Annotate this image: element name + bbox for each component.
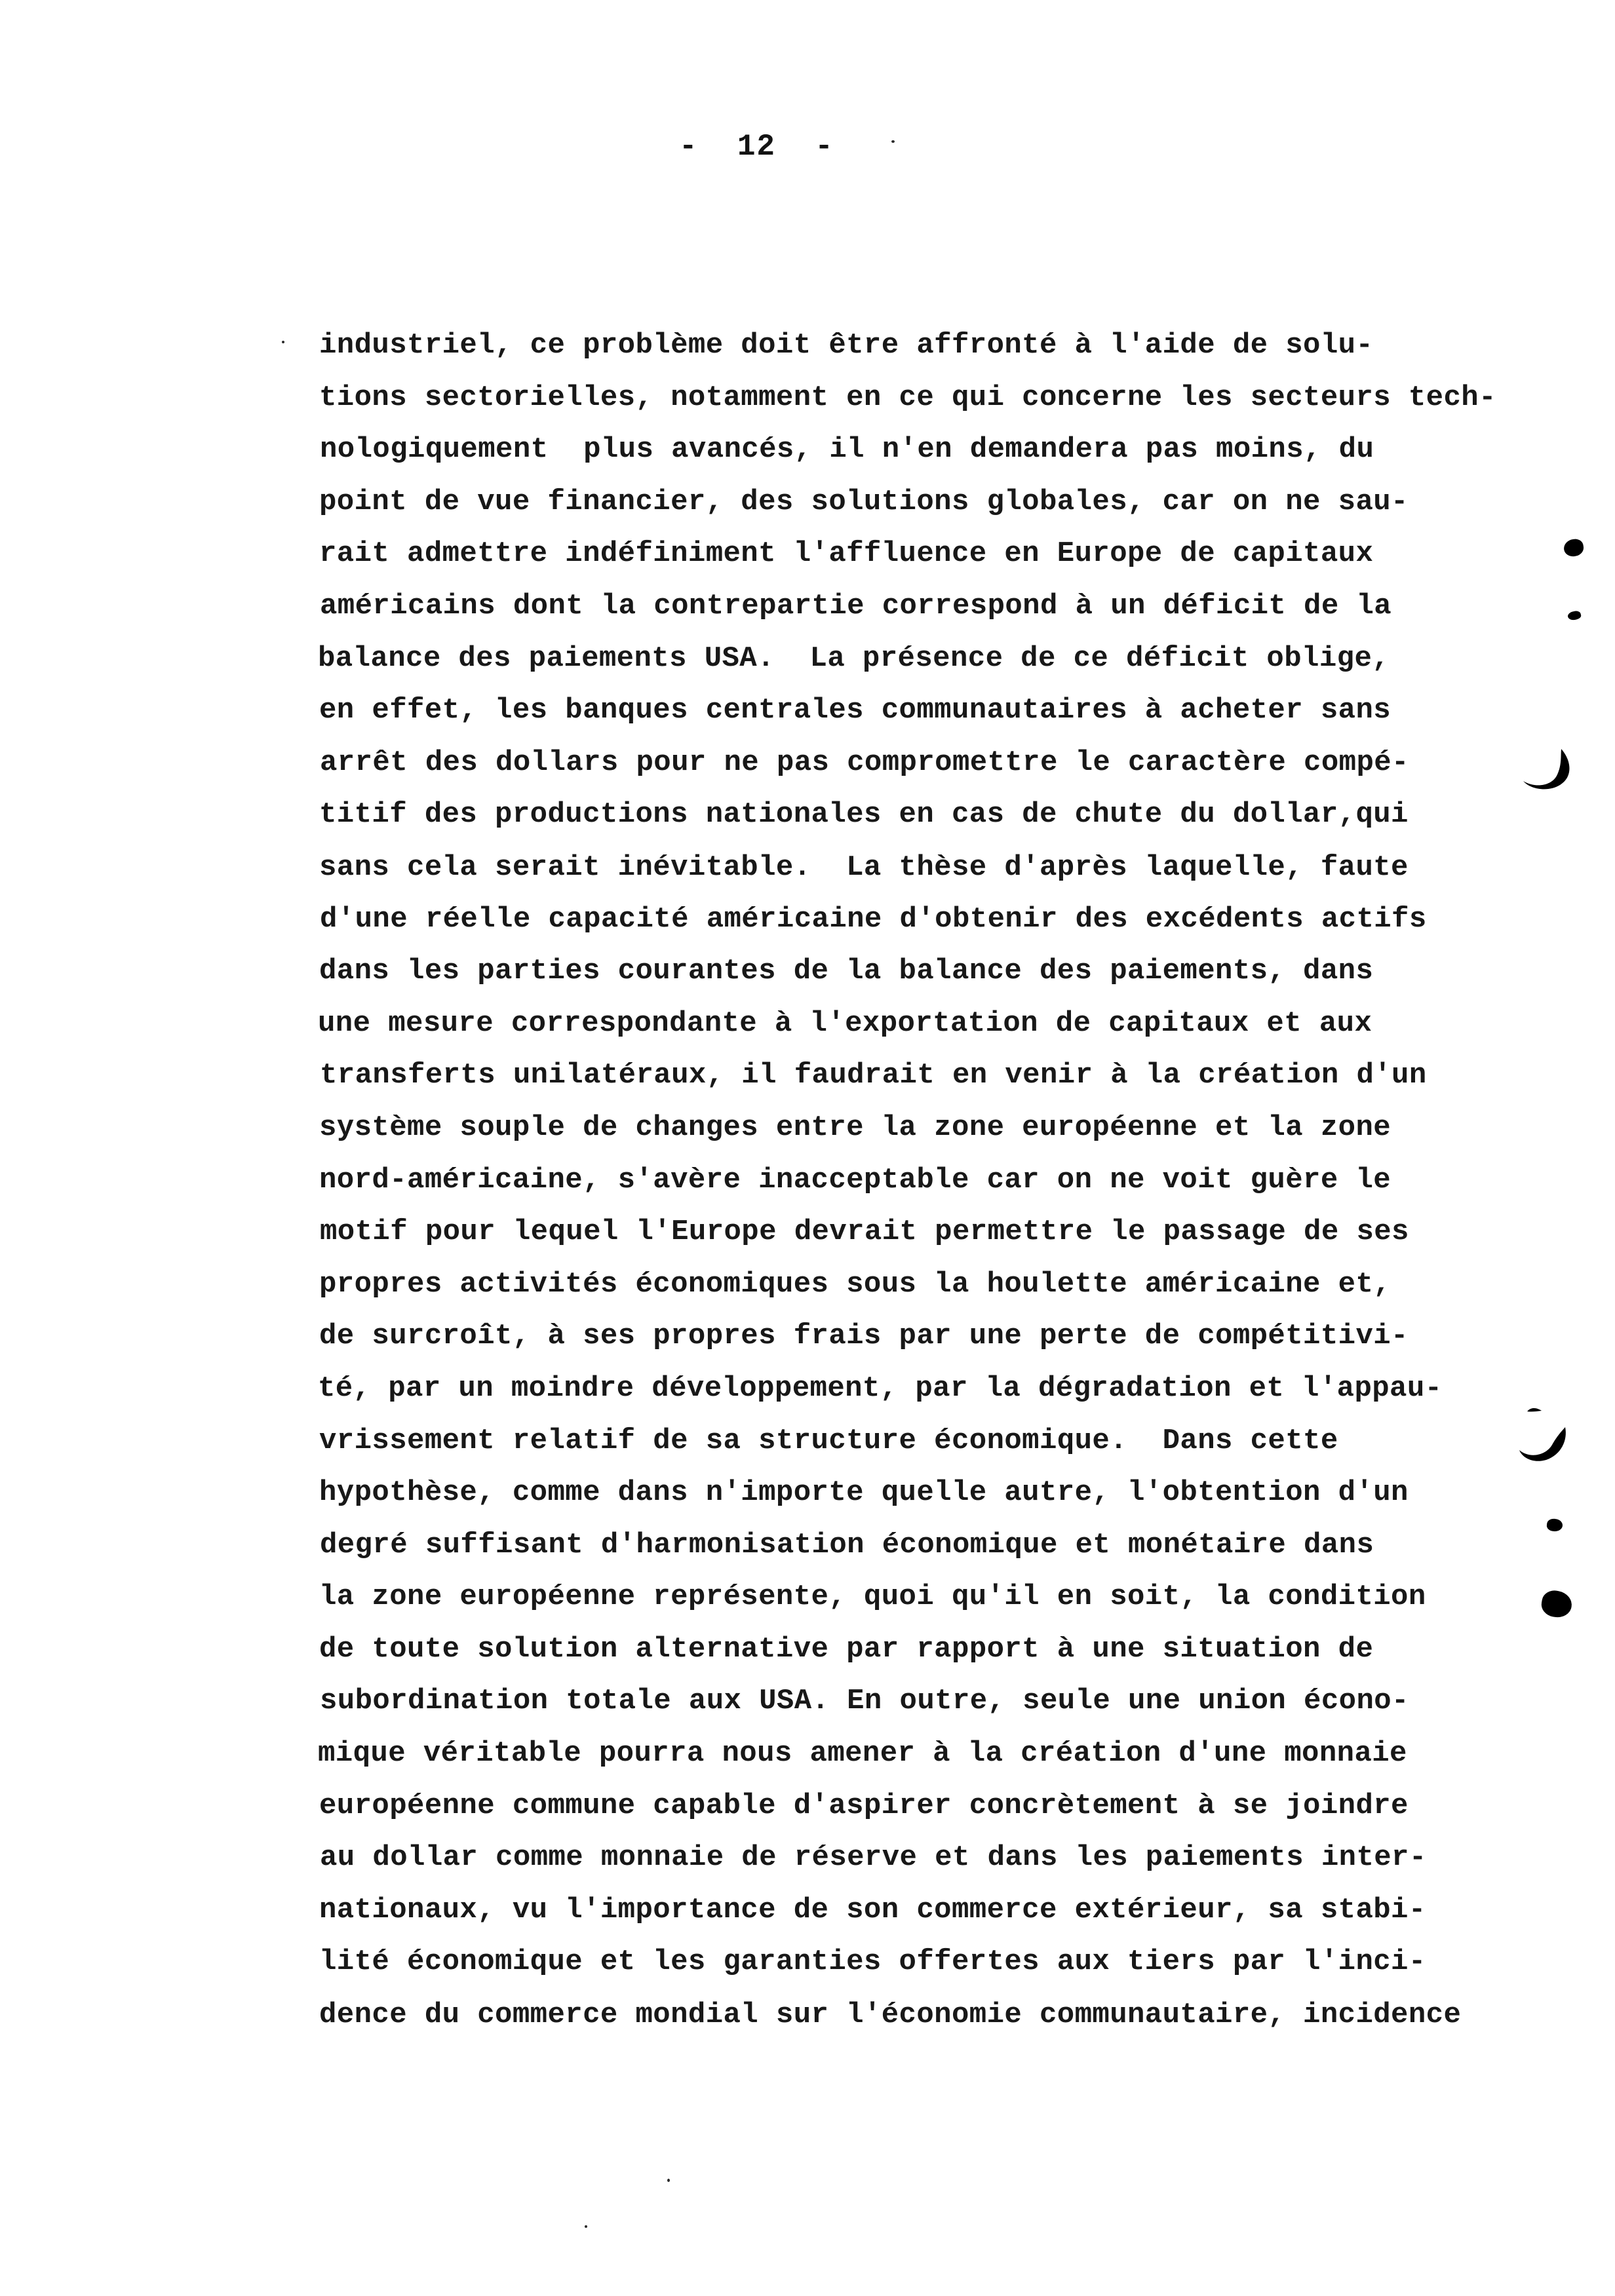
text-line: sans cela serait inévitable. La thèse d'après laquelle, faute [319, 851, 1409, 884]
small-ink-dot-mark [1546, 1518, 1563, 1532]
paper-speck [891, 140, 895, 143]
text-line: de surcroît, à ses propres frais par une perte de compétitivi- [319, 1320, 1409, 1353]
text-line: nord-américaine, s'avère inacceptable car on ne voit guère le [319, 1163, 1391, 1196]
text-line: titif des productions nationales en cas de chute du dollar,qui [319, 798, 1409, 832]
text-line: dans les parties courantes de la balance des paiements, dans [319, 955, 1374, 988]
text-line: balance des paiements USA. La présence de ce déficit oblige, [318, 641, 1390, 675]
text-line: mique véritable pourra nous amener à la création d'une monnaie [318, 1737, 1407, 1770]
text-line: de toute solution alternative par rapport à une situation de [319, 1632, 1374, 1666]
small-ink-dot-mark [1567, 610, 1582, 621]
text-line: la zone européenne représente, quoi qu'il en soit, la condition [319, 1580, 1426, 1614]
large-ink-blob-mark [1540, 1588, 1574, 1619]
paper-speck [282, 341, 284, 343]
text-line: point de vue financier, des solutions globales, car on ne sau- [319, 485, 1409, 518]
text-line: té, par un moindre développement, par la dégradation et l'appau- [318, 1371, 1443, 1405]
text-line: d'une réelle capacité américaine d'obtenir des excédents actifs [320, 902, 1427, 936]
text-line: transferts unilatéraux, il faudrait en venir à la création d'un [320, 1059, 1427, 1092]
text-line: degré suffisant d'harmonisation économique et monétaire dans [320, 1528, 1374, 1561]
text-line: dence du commerce mondial sur l'économie communautaire, incidence [319, 1999, 1462, 2031]
text-line: motif pour lequel l'Europe devrait permettre le passage de ses [320, 1215, 1409, 1249]
crescent-ink-mark [1521, 747, 1576, 795]
text-line: subordination totale aux USA. En outre, seule une union écono- [320, 1685, 1409, 1718]
text-line: européenne commune capable d'aspirer concrètement à se joindre [319, 1789, 1409, 1822]
text-line: nationaux, vu l'importance de son commerce extérieur, sa stabi- [319, 1893, 1426, 1926]
text-line: au dollar comme monnaie de réserve et dans les paiements inter- [320, 1841, 1427, 1875]
text-line: hypothèse, comme dans n'importe quelle autre, l'obtention d'un [319, 1476, 1409, 1510]
text-line: en effet, les banques centrales communautaires à acheter sans [319, 694, 1391, 727]
paper-speck [667, 2179, 670, 2182]
text-line: une mesure correspondante à l'exportation de capitaux et aux [318, 1006, 1372, 1040]
text-line: propres activités économiques sous la houlette américaine et, [319, 1267, 1391, 1301]
page-number: - 12 - [679, 130, 834, 164]
text-line: industriel, ce problème doit être affronté à l'aide de solu- [319, 329, 1374, 362]
text-line: lité économique et les garanties offertes aux tiers par l'inci- [319, 1945, 1426, 1979]
crescent-ink-mark-with-tick [1518, 1405, 1570, 1466]
text-line: américains dont la contrepartie correspond à un déficit de la [320, 589, 1392, 622]
body-text-block [319, 320, 1538, 2041]
text-line: tions sectorielles, notamment en ce qui concerne les secteurs tech- [319, 381, 1496, 414]
text-line: vrissement relatif de sa structure économique. Dans cette [319, 1425, 1338, 1458]
text-line: système souple de changes entre la zone européenne et la zone [319, 1111, 1391, 1144]
text-line: nologiquement plus avancés, il n'en demandera pas moins, du [320, 433, 1374, 467]
paper-speck [585, 2225, 587, 2228]
text-line: arrêt des dollars pour ne pas compromettre le caractère compé- [320, 746, 1409, 779]
round-ink-dot-mark [1563, 538, 1584, 558]
text-line: rait admettre indéfiniment l'affluence en Europe de capitaux [319, 537, 1374, 571]
